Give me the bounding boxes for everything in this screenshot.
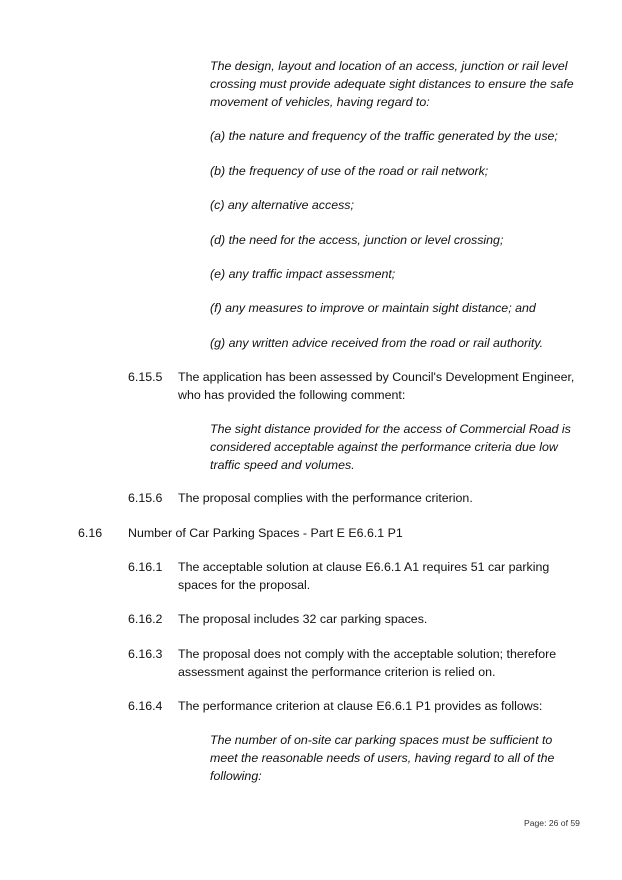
paragraph-line: The performance criterion at clause E6.6.1 P1 provides as follows: — [178, 699, 543, 713]
paragraph-line: who has provided the following comment: — [178, 388, 406, 402]
section-number: 6.16 — [78, 526, 103, 540]
quote-line: following: — [210, 769, 262, 783]
quote-line: traffic speed and volumes. — [210, 458, 355, 472]
quote-item-f: (f) any measures to improve or maintain sight distance; and — [210, 301, 536, 315]
paragraph-line: assessment against the performance criterion is relied on. — [178, 665, 496, 679]
paragraph-line: The acceptable solution at clause E6.6.1 A1 requires 51 car parking — [178, 560, 550, 574]
paragraph-number: 6.15.6 — [128, 491, 163, 505]
paragraph-number: 6.15.5 — [128, 370, 163, 384]
quote-item-e: (e) any traffic impact assessment; — [210, 267, 396, 281]
paragraph-line: The proposal includes 32 car parking spaces. — [178, 612, 428, 626]
quote-line: meet the reasonable needs of users, having regard to all of the — [210, 751, 555, 765]
paragraph-number: 6.16.1 — [128, 560, 163, 574]
quote-item-d: (d) the need for the access, junction or level crossing; — [210, 233, 504, 247]
quote-line: considered acceptable against the performance criteria due low — [210, 440, 558, 454]
quote-line: The sight distance provided for the access of Commercial Road is — [210, 422, 571, 436]
quote-item-g: (g) any written advice received from the road or rail authority. — [210, 336, 544, 350]
paragraph-line: The application has been assessed by Council's Development Engineer, — [178, 370, 575, 384]
quote-item-a: (a) the nature and frequency of the traffic generated by the use; — [210, 129, 558, 143]
paragraph-number: 6.16.3 — [128, 647, 163, 661]
quote-item-b: (b) the frequency of use of the road or rail network; — [210, 164, 489, 178]
paragraph-number: 6.16.2 — [128, 612, 163, 626]
quote-item-c: (c) any alternative access; — [210, 198, 354, 212]
quote-line: movement of vehicles, having regard to: — [210, 95, 430, 109]
paragraph-number: 6.16.4 — [128, 699, 163, 713]
section-title: Number of Car Parking Spaces - Part E E6.6.1 P1 — [128, 526, 403, 540]
paragraph-line: spaces for the proposal. — [178, 578, 311, 592]
paragraph-line: The proposal complies with the performance criterion. — [178, 491, 473, 505]
quote-line: The number of on-site car parking spaces must be sufficient to — [210, 733, 553, 747]
quote-line: crossing must provide adequate sight distances to ensure the safe — [210, 77, 574, 91]
paragraph-line: The proposal does not comply with the acceptable solution; therefore — [178, 647, 557, 661]
quote-line: The design, layout and location of an access, junction or rail level — [210, 59, 568, 73]
page-number: Page: 26 of 59 — [524, 818, 580, 828]
